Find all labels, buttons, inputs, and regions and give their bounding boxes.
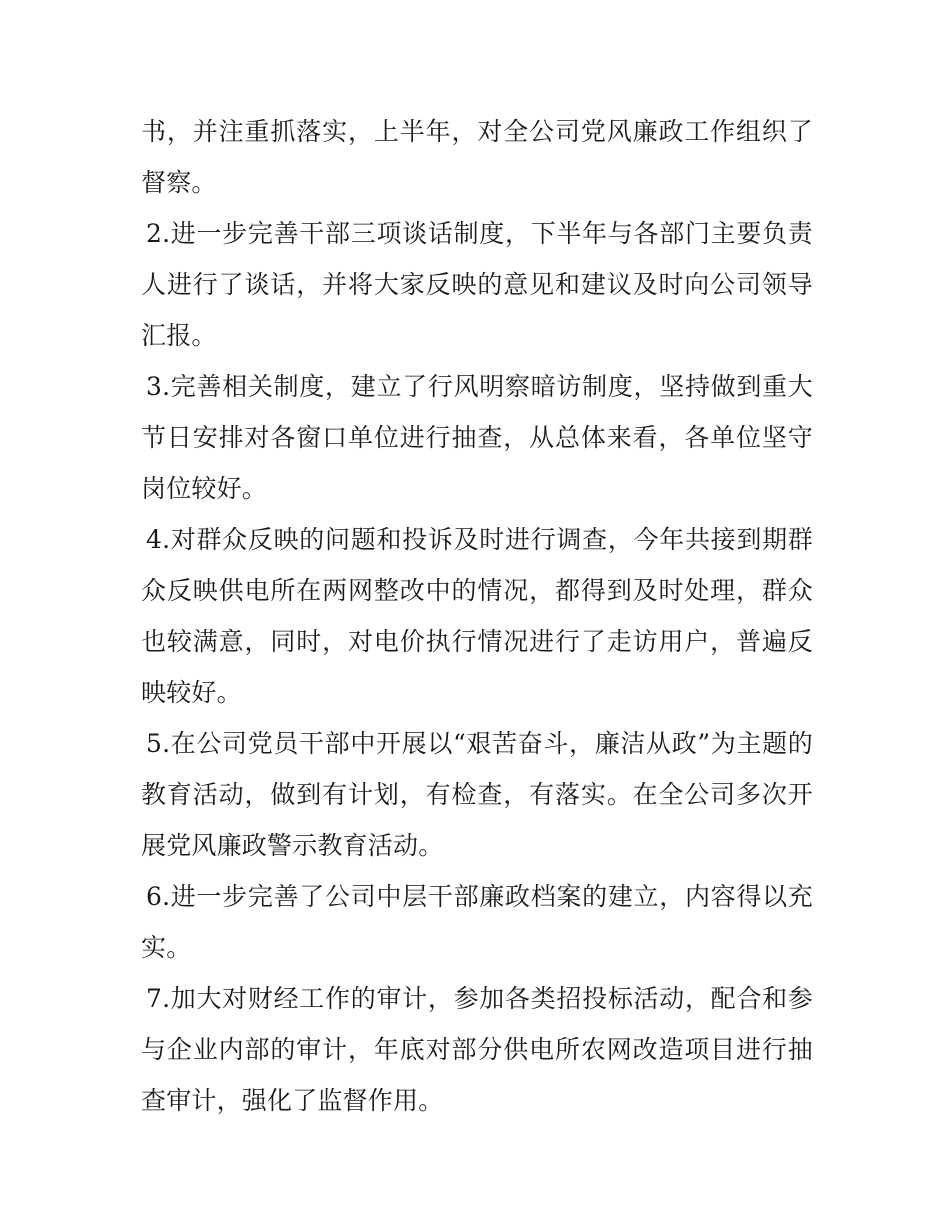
list-item-5: 5.在公司党员干部中开展以“艰苦奋斗，廉洁从政”为主题的教育活动，做到有计划，有检查，有落实。在全公司多次开展党风廉政警示教育活动。 [141, 729, 813, 860]
list-item-4: 4.对群众反映的问题和投诉及时进行调查，今年共接到期群众反映供电所在两网整改中的情况，都得到及时处理，群众也较满意，同时，对电价执行情况进行了走访用户，普遍反映较好。 [141, 525, 813, 707]
list-item-6: 6.进一步完善了公司中层干部廉政档案的建立，内容得以充实。 [141, 882, 813, 962]
list-item-2: 2.进一步完善干部三项谈话制度，下半年与各部门主要负责人进行了谈话，并将大家反映的意见和建议及时向公司领导汇报。 [141, 219, 813, 350]
list-item-7: 7.加大对财经工作的审计，参加各类招投标活动，配合和参与企业内部的审计，年底对部分供电所农网改造项目进行抽查审计，强化了监督作用。 [141, 984, 813, 1115]
document-body [141, 106, 813, 1126]
list-item-3: 3.完善相关制度，建立了行风明察暗访制度，坚持做到重大节日安排对各窗口单位进行抽查，从总体来看，各单位坚守岗位较好。 [141, 372, 813, 503]
paragraph-continued: 书，并注重抓落实，上半年，对全公司党风廉政工作组织了督察。 [141, 117, 813, 197]
